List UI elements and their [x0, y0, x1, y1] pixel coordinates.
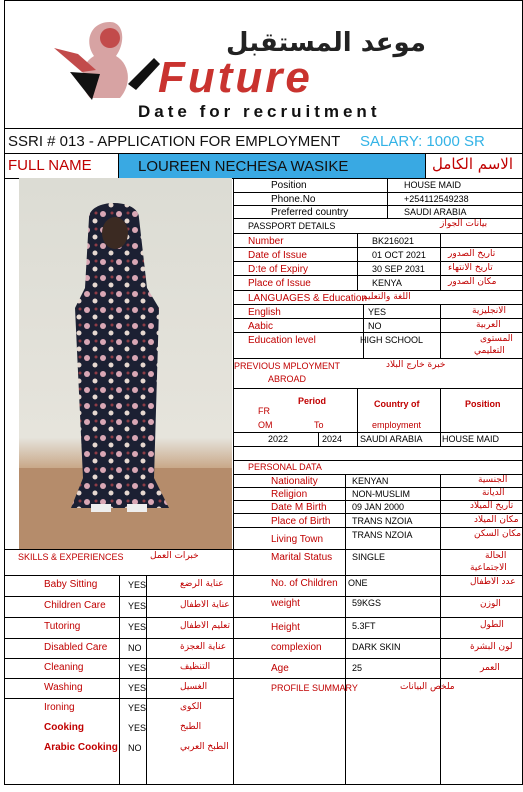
age-value: 25 [352, 663, 363, 673]
personal-title: PERSONAL DATA [248, 462, 322, 472]
issue-date-value: 01 OCT 2021 [372, 250, 426, 260]
children-value: ONE [348, 578, 368, 588]
weight-label: weight [271, 598, 300, 609]
position-value: HOUSE MAID [404, 180, 462, 190]
period-header: Period [298, 396, 327, 406]
languages-title: LANGUAGES & Education [248, 293, 367, 304]
divider [233, 192, 523, 193]
position-header: Position [465, 399, 501, 409]
skill-value: NO [128, 643, 142, 653]
divider [233, 527, 523, 528]
divider [233, 233, 523, 234]
passport-title: PASSPORT DETAILS [248, 221, 336, 231]
weight-label-ar: الوزن [480, 599, 501, 609]
pob-value: TRANS NZOIA [352, 516, 413, 526]
complexion-label: complexion [271, 642, 322, 653]
divider [318, 432, 319, 446]
divider [233, 178, 234, 785]
divider [233, 205, 523, 206]
skill-value: YES [128, 683, 147, 693]
skill-value: YES [128, 703, 147, 713]
skill-label-ar: عناية العجزة [180, 642, 227, 652]
to-header: To [314, 420, 324, 430]
living-town-label-ar: مكان السكن [474, 529, 522, 539]
skill-label: Ironing [44, 702, 75, 713]
skill-label-ar: الطبخ العربي [180, 742, 229, 752]
skill-value: YES [128, 580, 147, 590]
phone-label: Phone.No [271, 194, 316, 205]
skills-title: SKILLS & EXPERIENCES [18, 552, 124, 562]
divider [233, 678, 523, 679]
age-label-ar: العمر [480, 663, 500, 673]
fullname-value: LOUREEN NECHESA WASIKE [138, 158, 349, 175]
logo-tagline: Date for recruitment [138, 102, 381, 121]
marital-label-ar-2: الاجتماعية [470, 563, 507, 573]
divider [4, 658, 233, 659]
nationality-value: KENYAN [352, 476, 389, 486]
place-of-issue-label-ar: مكان الصدور [448, 277, 497, 287]
position-label: Position [271, 180, 307, 191]
nationality-label: Nationality [271, 476, 318, 487]
arabic-label: Aabic [248, 321, 274, 332]
english-value: YES [368, 307, 387, 317]
skill-value: NO [128, 743, 142, 753]
applicant-figure-icon [19, 178, 232, 549]
logo-future-text: Future [158, 53, 313, 102]
dob-label: Date M Birth [271, 502, 327, 513]
divider [233, 446, 523, 447]
pob-label: Place of Birth [271, 516, 331, 527]
from-header: FR [258, 406, 270, 416]
height-value: 5.3FT [352, 621, 376, 631]
marital-label: Marital Status [271, 552, 333, 563]
place-of-issue-value: KENYA [372, 278, 402, 288]
pob-label-ar: مكان الميلاد [474, 515, 519, 525]
expiry-date-label: D:te of Expiry [248, 264, 309, 275]
religion-label: Religion [271, 489, 308, 500]
divider [233, 617, 523, 618]
divider [233, 290, 523, 291]
complexion-label-ar: لون البشرة [470, 642, 513, 652]
divider [4, 638, 233, 639]
experience-title-ar: خبرة خارج البلاد [386, 360, 446, 370]
children-label-ar: عدد الاطفال [470, 577, 516, 587]
skills-title-ar: خبرات العمل [150, 551, 199, 561]
skill-label-ar: الغسيل [180, 682, 208, 692]
application-title: SSRI # 013 - APPLICATION FOR EMPLOYMENT [8, 133, 341, 150]
divider [146, 575, 147, 785]
arabic-value: NO [368, 321, 382, 331]
divider [440, 304, 441, 358]
from-header-2: OM [258, 420, 273, 430]
skill-label-ar: الطبخ [180, 722, 202, 732]
phone-value: +254112549238 [404, 194, 469, 204]
experience-title-2: ABROAD [268, 374, 307, 384]
height-label-ar: الطول [480, 620, 504, 630]
logo-arabic-text: موعد المستقبل [226, 28, 426, 58]
divider [118, 153, 119, 178]
divider [233, 658, 523, 659]
skill-value: YES [128, 601, 147, 611]
divider [345, 474, 346, 785]
applicant-photo [19, 178, 232, 549]
english-label: English [248, 307, 281, 318]
skill-label: Cooking [44, 722, 84, 733]
country-value: SAUDI ARABIA [404, 207, 467, 217]
divider [233, 275, 523, 276]
education-label-ar-2: التعليمي [474, 346, 505, 356]
expiry-date-label-ar: تاريخ الانتهاء [448, 263, 493, 273]
to-year: 2024 [322, 434, 343, 444]
skill-value: YES [128, 622, 147, 632]
education-label-ar-1: المستوى [480, 334, 513, 344]
age-label: Age [271, 663, 289, 674]
divider [4, 128, 523, 129]
skill-label: Arabic Cooking [44, 742, 118, 753]
skill-label-ar: عناية الاطفال [180, 600, 230, 610]
divider [119, 575, 120, 785]
education-label: Education level [248, 335, 316, 346]
salary-label: SALARY: 1000 SR [360, 133, 485, 150]
skill-label: Baby Sitting [44, 579, 98, 590]
divider [233, 247, 523, 248]
living-town-label: Living Town [271, 534, 324, 545]
divider [233, 432, 523, 433]
divider [4, 678, 233, 679]
expiry-date-value: 30 SEP 2031 [372, 264, 425, 274]
passport-title-ar: بيانات الجواز [440, 219, 488, 229]
divider [233, 332, 523, 333]
arabic-label-ar: العربية [476, 320, 501, 330]
passport-number-value: BK216021 [372, 236, 415, 246]
divider [4, 596, 233, 597]
from-year: 2022 [268, 434, 289, 444]
complexion-value: DARK SKIN [352, 642, 401, 652]
profile-summary-label-ar: ملخص البيانات [400, 682, 455, 692]
divider [233, 460, 523, 461]
divider [425, 153, 426, 178]
issue-date-label: Date of Issue [248, 250, 307, 261]
languages-title-ar: اللغة والتعليم [362, 292, 411, 302]
country-label: Preferred country [271, 207, 349, 218]
fullname-label-ar: الاسم الكامل [432, 155, 514, 173]
children-label: No. of Children [271, 578, 338, 589]
skill-label: Tutoring [44, 621, 81, 632]
logo-figure-icon [50, 14, 170, 114]
divider [233, 304, 523, 305]
skill-label: Cleaning [44, 662, 84, 673]
divider [233, 638, 523, 639]
fullname-label: FULL NAME [8, 157, 92, 174]
marital-value: SINGLE [352, 552, 386, 562]
passport-number-label: Number [248, 236, 284, 247]
divider [363, 304, 364, 358]
divider [4, 617, 233, 618]
skill-label: Children Care [44, 600, 106, 611]
skill-label-ar: التنظيف [180, 662, 211, 672]
skill-label: Disabled Care [44, 642, 108, 653]
divider [233, 596, 523, 597]
country-header-2: employment [372, 420, 422, 430]
divider [4, 575, 523, 576]
place-of-issue-label: Place of Issue [248, 278, 311, 289]
experience-title: PREVIOUS MPLOYMENT [234, 361, 341, 371]
employment-country: SAUDI ARABIA [360, 434, 423, 444]
divider [357, 388, 358, 446]
height-label: Height [271, 622, 300, 633]
skill-label-ar: الكوى [180, 702, 202, 712]
religion-label-ar: الديانة [482, 488, 505, 498]
skill-value: YES [128, 663, 147, 673]
divider [233, 318, 523, 319]
profile-summary-label: PROFILE SUMMARY [271, 683, 358, 693]
divider [233, 513, 523, 514]
dob-label-ar: تاريخ الميلاد [470, 501, 514, 511]
education-value: HIGH SCHOOL [360, 335, 424, 345]
skill-value: YES [128, 723, 147, 733]
religion-value: NON-MUSLIM [352, 489, 410, 499]
divider [440, 388, 441, 446]
divider [233, 487, 523, 488]
divider [233, 388, 523, 389]
divider [233, 358, 523, 359]
nationality-label-ar: الجنسية [478, 475, 508, 485]
country-header: Country of [374, 399, 420, 409]
divider [4, 549, 523, 550]
english-label-ar: الانجليزية [472, 306, 506, 316]
employment-position: HOUSE MAID [442, 434, 500, 444]
issue-date-label-ar: تاريخ الصدور [448, 249, 496, 259]
living-town-value: TRANS NZOIA [352, 530, 413, 540]
weight-value: 59KGS [352, 598, 382, 608]
skill-label: Washing [44, 682, 83, 693]
divider [387, 178, 388, 218]
marital-label-ar-1: الحالة [485, 551, 507, 561]
divider [440, 474, 441, 785]
dob-value: 09 JAN 2000 [352, 502, 405, 512]
divider [4, 698, 233, 699]
skill-label-ar: عناية الرضع [180, 579, 224, 589]
skill-label-ar: تعليم الاطفال [180, 621, 231, 631]
divider [233, 261, 523, 262]
